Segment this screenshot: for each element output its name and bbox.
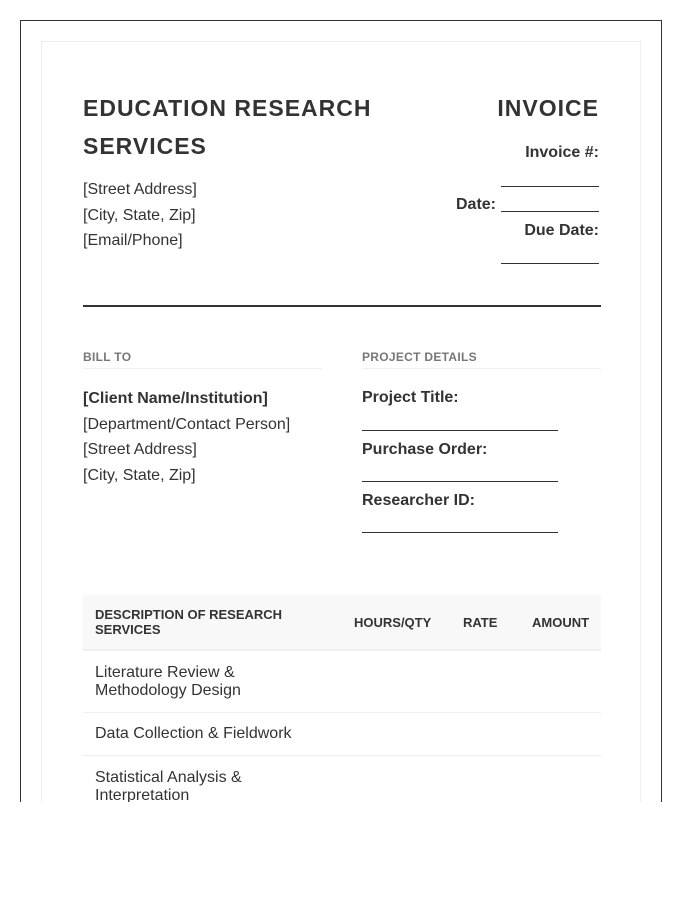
client-department: [Department/Contact Person]: [83, 415, 291, 433]
table-row: [83, 713, 601, 756]
header-divider: [83, 305, 601, 307]
researcher-id-line: [362, 532, 558, 533]
row-description: Data Collection & Fieldwork: [95, 725, 292, 742]
services-table: [83, 595, 601, 802]
invoice-number-label: Invoice #:: [525, 144, 599, 161]
purchase-order-line: [362, 481, 558, 482]
header-description: DESCRIPTION OF RESEARCH SERVICES: [95, 607, 283, 637]
due-date-line: [501, 263, 599, 264]
invoice-date-label: Date:: [455, 196, 496, 213]
page-frame: [20, 20, 662, 802]
table-row: [83, 756, 601, 802]
researcher-id-label: Researcher ID:: [362, 492, 475, 509]
company-contact: [Email/Phone]: [83, 232, 183, 249]
project-title-label: Project Title:: [362, 389, 459, 406]
table-row: [83, 651, 601, 713]
bill-to-block: [83, 386, 290, 488]
company-street: [Street Address]: [83, 181, 197, 198]
client-city: [City, State, Zip]: [83, 466, 196, 484]
header-rate: RATE: [463, 615, 498, 630]
company-address: [83, 177, 197, 254]
invoice-title: INVOICE: [497, 95, 599, 121]
company-city: [City, State, Zip]: [83, 206, 196, 224]
row-description: Statistical Analysis & Interpretation: [95, 769, 242, 802]
project-details-heading: PROJECT DETAILS: [362, 350, 601, 369]
bill-to-heading: BILL TO: [83, 350, 322, 369]
header-hours-qty: HOURS/QTY: [354, 615, 432, 630]
header-amount: AMOUNT: [532, 615, 590, 630]
company-name: EDUCATION RESEARCH SERVICES: [83, 95, 372, 159]
row-description: Literature Review & Methodology Design: [95, 664, 241, 699]
due-date-label: Due Date:: [524, 222, 599, 239]
invoice-number-line: [501, 186, 599, 187]
invoice-date-line: [501, 211, 599, 212]
client-name: [Client Name/Institution]: [83, 390, 268, 407]
purchase-order-label: Purchase Order:: [362, 441, 488, 458]
project-title-line: [362, 430, 558, 431]
table-header: [83, 595, 601, 651]
client-street: [Street Address]: [83, 441, 197, 458]
